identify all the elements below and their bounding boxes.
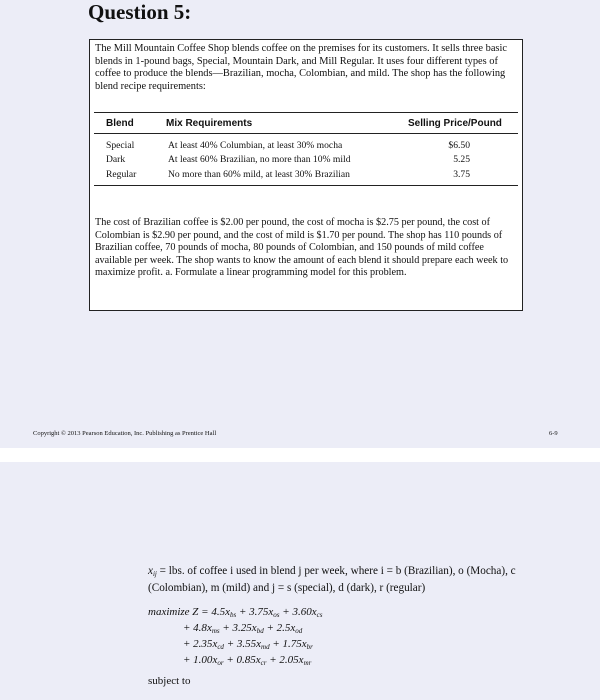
row-blend-dark: Dark bbox=[106, 154, 126, 165]
row-price-regular: 3.75 bbox=[453, 169, 470, 180]
table-bottom-rule bbox=[94, 185, 518, 186]
slide-divider bbox=[0, 448, 600, 462]
question-title: Question 5: bbox=[88, 0, 192, 24]
table-top-rule bbox=[94, 112, 518, 113]
table-header-rule bbox=[94, 133, 518, 134]
row-blend-regular: Regular bbox=[106, 169, 137, 180]
header-blend: Blend bbox=[106, 118, 134, 129]
variable-definition bbox=[148, 565, 528, 595]
variable-symbol: $x_{ij}$ bbox=[148, 565, 157, 578]
variable-definition-text: = lbs. of coffee i used in blend j per week, where i = b (Brazilian), o (Mocha), c (Colombian), m (mild) and j = s (special), d (dark), r (regular) bbox=[148, 565, 516, 594]
page-number: 6-9 bbox=[549, 430, 558, 437]
subject-to-label: subject to bbox=[148, 675, 191, 687]
objective-line-4: + $1.00x_{or} + 0.85x_{cr} + 2.05x_{mr}$ bbox=[183, 654, 312, 667]
objective-line-1: maximize $Z = 4.5x_{bs} + 3.75x_{os} + 3.60x_{cs}$ bbox=[148, 606, 323, 619]
header-price: Selling Price/Pound bbox=[408, 118, 502, 129]
bottom-strip bbox=[0, 693, 600, 700]
objective-line-2: + $4.8x_{ms} + 3.25x_{bd} + 2.5x_{od}$ bbox=[183, 622, 303, 635]
objective-line-3: + $2.35x_{cd} + 3.55x_{md} + 1.75x_{br}$ bbox=[183, 638, 313, 651]
row-price-dark: 5.25 bbox=[453, 154, 470, 165]
copyright: Copyright © 2013 Pearson Education, Inc. Publishing as Prentice Hall bbox=[33, 430, 217, 437]
row-blend-special: Special bbox=[106, 140, 135, 151]
header-mix: Mix Requirements bbox=[166, 118, 253, 129]
row-mix-dark: At least 60% Brazilian, no more than 10% mild bbox=[168, 154, 351, 165]
problem-box bbox=[89, 39, 523, 311]
row-price-special: $6.50 bbox=[448, 140, 470, 151]
row-mix-regular: No more than 60% mild, at least 30% Brazilian bbox=[168, 169, 350, 180]
cost-paragraph: The cost of Brazilian coffee is $2.00 per pound, the cost of mocha is $2.75 per pound, the cost of Colombian is $2.90 per pound, and the cost of mild is $1.70 per pound. The shop has 110 pounds of Brazilian coffee, 70 pounds of mocha, 80 pounds of Colombian, and 150 pounds of mild coffee available per week. The shop wants to know the amount of each blend it should prepare each week to maximize profit. a. Formulate a linear programming model for this problem. bbox=[95, 217, 509, 279]
problem-intro: The Mill Mountain Coffee Shop blends coffee on the premises for its customers. It sells three basic blends in 1-pound bags, Special, Mountain Dark, and Mill Regular. It uses four different types of coffee to produce the blends—Brazilian, mocha, Colombian, and mild. The shop has the following blend recipe requirements: bbox=[95, 43, 507, 92]
row-mix-special: At least 40% Columbian, at least 30% mocha bbox=[168, 140, 343, 151]
